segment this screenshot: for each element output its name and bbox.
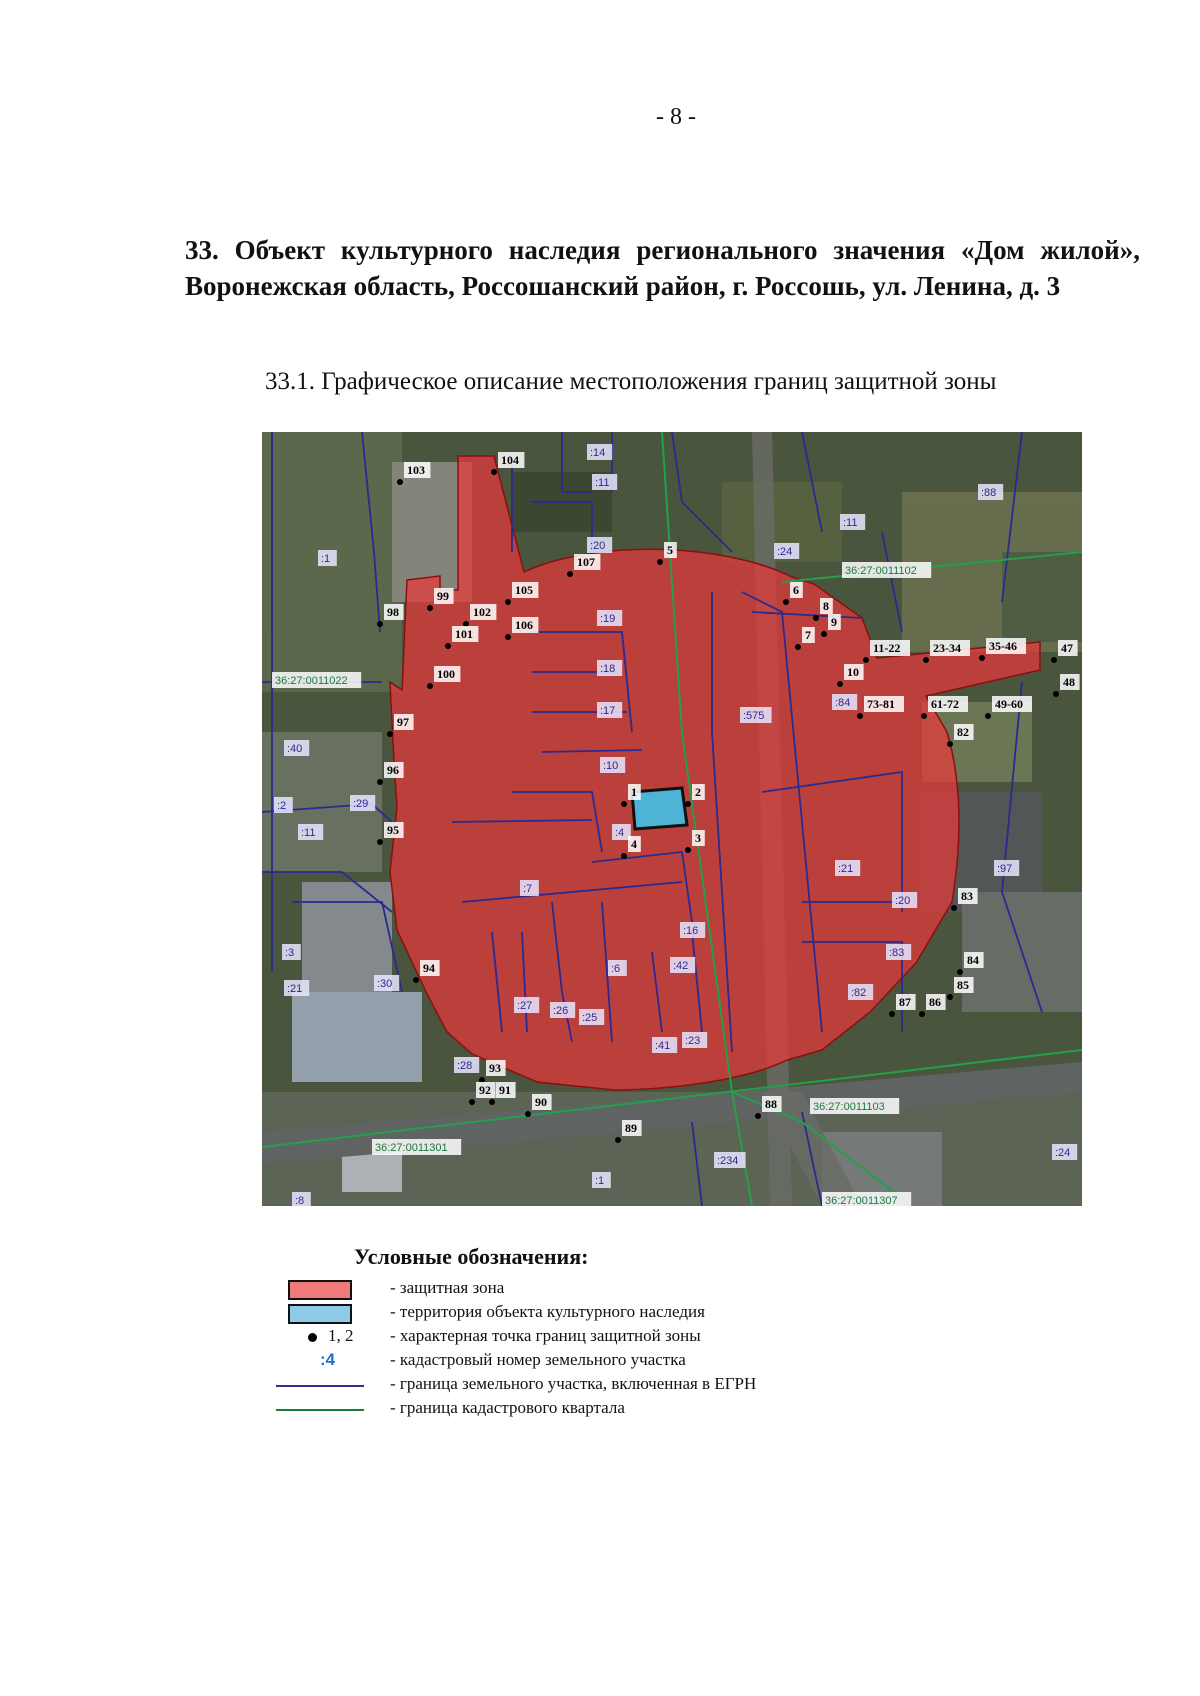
parcel-number-label: [670, 957, 695, 973]
legend-item-boundary-point: [270, 1326, 970, 1348]
parcel-number-label: [774, 543, 799, 559]
boundary-point-label: [384, 822, 404, 838]
parcel-number-label: [848, 984, 873, 1000]
boundary-point-marker: [505, 634, 511, 640]
svg-text::1: :1: [321, 553, 331, 565]
boundary-point-label: [404, 462, 430, 478]
svg-text:61-72: 61-72: [931, 697, 959, 711]
boundary-point-label: [452, 626, 478, 642]
page-number: - 8 -: [656, 104, 696, 130]
boundary-point-marker: [413, 977, 419, 983]
svg-text:103: 103: [407, 463, 425, 477]
parcel-number-label: [587, 444, 612, 460]
boundary-point-label: [954, 977, 974, 993]
legend-text: - характерная точка границ защитной зоны: [390, 1326, 701, 1345]
boundary-point-marker: [621, 801, 627, 807]
legend-item-heritage-territory: [270, 1302, 970, 1324]
svg-text::21: :21: [838, 863, 854, 875]
svg-text:36:27:0011301: 36:27:0011301: [375, 1142, 448, 1154]
svg-text:89: 89: [625, 1121, 637, 1135]
boundary-point-marker: [377, 839, 383, 845]
parcel-number-label: [892, 892, 917, 908]
svg-text::83: :83: [889, 947, 905, 959]
boundary-point-label: [496, 1082, 516, 1098]
svg-text:2: 2: [695, 785, 701, 799]
parcel-number-label: [682, 1032, 707, 1048]
section-subheading: 33.1. Графическое описание местоположения границ защитной зоны: [265, 368, 997, 395]
svg-text::17: :17: [600, 705, 616, 717]
svg-text::14: :14: [590, 447, 606, 459]
document-heading: 33. Объект культурного наследия регионального значения «Дом жилой», Воронежская область, Россошанский район, г. Россошь, ул. Ленина, д. 3: [185, 235, 1140, 301]
svg-text:107: 107: [577, 555, 595, 569]
boundary-point-label: [1060, 674, 1080, 690]
svg-text::29: :29: [353, 798, 369, 810]
boundary-point-label: [664, 542, 677, 558]
svg-text::1: :1: [595, 1175, 605, 1187]
parcel-number-label: [292, 1192, 311, 1206]
boundary-point-label: [820, 598, 833, 614]
boundary-point-label: [692, 784, 705, 800]
svg-text::41: :41: [655, 1040, 671, 1052]
boundary-point-marker: [567, 571, 573, 577]
svg-text:35-46: 35-46: [989, 639, 1017, 653]
legend-item-parcel-boundary: [270, 1374, 970, 1396]
parcel-number-label: [282, 944, 301, 960]
boundary-point-marker: [1051, 657, 1057, 663]
svg-text::234: :234: [717, 1155, 739, 1167]
boundary-point-label: [958, 888, 978, 904]
parcel-number-label: [1052, 1144, 1077, 1160]
boundary-point-dot-icon: [308, 1333, 317, 1342]
svg-text:36:27:0011102: 36:27:0011102: [845, 565, 917, 577]
svg-text::82: :82: [851, 987, 867, 999]
svg-text::11: :11: [301, 827, 316, 839]
boundary-point-marker: [469, 1099, 475, 1105]
legend-text: - территория объекта культурного наследия: [390, 1302, 705, 1321]
svg-text::40: :40: [287, 743, 303, 755]
svg-text:97: 97: [397, 715, 409, 729]
svg-text:1: 1: [631, 785, 637, 799]
boundary-point-marker: [755, 1113, 761, 1119]
svg-text::11: :11: [843, 517, 858, 529]
boundary-point-marker: [795, 644, 801, 650]
svg-text::24: :24: [1055, 1147, 1071, 1159]
boundary-point-label: [434, 666, 460, 682]
svg-text::88: :88: [981, 487, 997, 499]
svg-text:93: 93: [489, 1061, 501, 1075]
boundary-point-marker: [889, 1011, 895, 1017]
svg-text:9: 9: [831, 615, 837, 629]
parcel-number-label: [835, 860, 860, 876]
boundary-point-label: [486, 1060, 506, 1076]
parcel-number-label: [579, 1009, 604, 1025]
svg-text::16: :16: [683, 925, 699, 937]
parcel-number-label: [714, 1152, 746, 1168]
cadastral-quarter-label: [822, 1192, 911, 1206]
boundary-point-marker: [685, 801, 691, 807]
legend-item-quarter-boundary: [270, 1398, 970, 1420]
boundary-point-label: [692, 830, 705, 846]
boundary-point-marker: [445, 643, 451, 649]
svg-text::21: :21: [287, 983, 303, 995]
svg-text:36:27:0011022: 36:27:0011022: [275, 675, 348, 687]
boundary-point-marker: [957, 969, 963, 975]
boundary-point-marker: [615, 1137, 621, 1143]
svg-text:48: 48: [1063, 675, 1075, 689]
boundary-point-marker: [985, 713, 991, 719]
boundary-point-marker: [979, 655, 985, 661]
svg-text::30: :30: [377, 978, 393, 990]
legend-text: - граница кадастрового квартала: [390, 1398, 625, 1417]
parcel-number-label: [587, 537, 612, 553]
svg-text:99: 99: [437, 589, 449, 603]
boundary-point-label: [1058, 640, 1078, 656]
svg-text:11-22: 11-22: [873, 641, 901, 655]
legend-text: - кадастровый номер земельного участка: [390, 1350, 686, 1369]
svg-text:85: 85: [957, 978, 969, 992]
svg-text:73-81: 73-81: [867, 697, 895, 711]
svg-text:106: 106: [515, 618, 533, 632]
parcel-number-label: [274, 797, 293, 813]
legend-title: Условные обозначения:: [354, 1244, 589, 1269]
boundary-point-marker: [397, 479, 403, 485]
svg-text:4: 4: [631, 837, 637, 851]
parcel-number-label: [350, 795, 375, 811]
svg-text:101: 101: [455, 627, 473, 641]
svg-text::20: :20: [895, 895, 911, 907]
svg-text::28: :28: [457, 1060, 473, 1072]
svg-text::8: :8: [295, 1195, 305, 1206]
quarter-boundary-line: [276, 1409, 364, 1411]
svg-text:95: 95: [387, 823, 399, 837]
svg-text:7: 7: [805, 628, 811, 642]
parcel-number-label: [680, 922, 705, 938]
boundary-point-marker: [657, 559, 663, 565]
svg-text:100: 100: [437, 667, 455, 681]
boundary-point-label: [896, 994, 916, 1010]
parcel-number-label: [514, 997, 539, 1013]
boundary-point-marker: [863, 657, 869, 663]
boundary-point-marker: [813, 615, 819, 621]
svg-text:92: 92: [479, 1083, 491, 1097]
map-image: [262, 432, 1082, 1206]
boundary-point-label: [802, 627, 815, 643]
svg-text:98: 98: [387, 605, 399, 619]
svg-text::3: :3: [285, 947, 295, 959]
boundary-point-marker: [427, 605, 433, 611]
boundary-point-label: [384, 604, 404, 620]
boundary-point-marker: [491, 469, 497, 475]
boundary-point-label: [622, 1120, 642, 1136]
parcel-number-label: [994, 860, 1019, 876]
cadastral-quarter-label: [372, 1139, 461, 1155]
legend-item-cadastral-number: [270, 1350, 970, 1372]
svg-text:8: 8: [823, 599, 829, 613]
parcel-number-label: [978, 484, 1003, 500]
boundary-point-marker: [921, 713, 927, 719]
svg-text::24: :24: [777, 546, 793, 558]
svg-text::19: :19: [600, 613, 616, 625]
svg-text:87: 87: [899, 995, 911, 1009]
boundary-point-marker: [377, 621, 383, 627]
boundary-point-label: [828, 614, 841, 630]
svg-text:23-34: 23-34: [933, 641, 961, 655]
boundary-point-marker: [857, 713, 863, 719]
boundary-point-marker: [377, 779, 383, 785]
svg-text:91: 91: [499, 1083, 511, 1097]
svg-text::27: :27: [517, 1000, 533, 1012]
cadastral-quarter-label: [272, 672, 361, 688]
boundary-point-label: [790, 582, 803, 598]
svg-text:6: 6: [793, 583, 799, 597]
parcel-number-label: [740, 707, 772, 723]
parcel-number-label: [374, 975, 399, 991]
heritage-territory-swatch: [288, 1304, 352, 1324]
svg-text::42: :42: [673, 960, 689, 972]
svg-text::575: :575: [743, 710, 765, 722]
boundary-point-label: [470, 604, 496, 620]
svg-text:36:27:0011307: 36:27:0011307: [825, 1195, 898, 1206]
boundary-point-label: [926, 994, 946, 1010]
boundary-point-label: [394, 714, 414, 730]
boundary-point-marker: [505, 599, 511, 605]
parcel-boundary-line: [276, 1385, 364, 1387]
legend-item-protective-zone: [270, 1278, 970, 1300]
boundary-point-label: [628, 836, 641, 852]
boundary-point-marker: [923, 657, 929, 663]
boundary-point-label: [512, 582, 538, 598]
svg-text:10: 10: [847, 665, 859, 679]
boundary-point-label: [930, 640, 970, 656]
svg-text:104: 104: [501, 453, 519, 467]
boundary-point-label: [532, 1094, 552, 1110]
boundary-point-marker: [919, 1011, 925, 1017]
parcel-number-label: [832, 694, 857, 710]
boundary-point-label: [992, 696, 1032, 712]
svg-text:47: 47: [1061, 641, 1073, 655]
boundary-point-marker: [947, 741, 953, 747]
boundary-point-label: [864, 696, 904, 712]
svg-text:102: 102: [473, 605, 491, 619]
parcel-number-label: [608, 960, 627, 976]
parcel-number-label: [840, 514, 865, 530]
boundary-point-label: [434, 588, 454, 604]
svg-text::97: :97: [997, 863, 1013, 875]
svg-text:84: 84: [967, 953, 979, 967]
boundary-point-marker: [1053, 691, 1059, 697]
boundary-point-marker: [489, 1099, 495, 1105]
parcel-number-label: [597, 660, 622, 676]
parcel-number-label: [592, 1172, 611, 1188]
parcel-number-label: [592, 474, 617, 490]
boundary-point-label: [964, 952, 984, 968]
svg-text:96: 96: [387, 763, 399, 777]
boundary-point-label: [628, 784, 641, 800]
cadastral-quarter-label: [842, 562, 931, 578]
svg-text::18: :18: [600, 663, 616, 675]
svg-text:90: 90: [535, 1095, 547, 1109]
boundary-point-label: [420, 960, 440, 976]
parcel-number-label: [600, 757, 625, 773]
parcel-number-label: [284, 980, 309, 996]
parcel-number-label: [612, 824, 631, 840]
svg-text::23: :23: [685, 1035, 701, 1047]
boundary-point-label: [986, 638, 1026, 654]
svg-text:5: 5: [667, 543, 673, 557]
boundary-point-marker: [951, 905, 957, 911]
svg-text:86: 86: [929, 995, 941, 1009]
boundary-point-label: [954, 724, 974, 740]
svg-text::20: :20: [590, 540, 606, 552]
parcel-number-label: [886, 944, 911, 960]
svg-text:82: 82: [957, 725, 969, 739]
boundary-point-marker: [685, 847, 691, 853]
boundary-point-marker: [525, 1111, 531, 1117]
boundary-point-label: [384, 762, 404, 778]
boundary-point-marker: [621, 853, 627, 859]
boundary-point-marker: [821, 631, 827, 637]
parcel-number-label: [550, 1002, 575, 1018]
svg-text::25: :25: [582, 1012, 598, 1024]
parcel-number-label: [597, 610, 622, 626]
svg-text:88: 88: [765, 1097, 777, 1111]
boundary-point-label: [928, 696, 968, 712]
boundary-point-label: [512, 617, 538, 633]
legend-symbol: 1, 2: [328, 1326, 354, 1345]
svg-text::11: :11: [595, 477, 610, 489]
boundary-point-marker: [947, 994, 953, 1000]
svg-text::10: :10: [603, 760, 619, 772]
legend-symbol: :4: [320, 1350, 336, 1369]
parcel-number-label: [318, 550, 337, 566]
parcel-number-label: [652, 1037, 677, 1053]
boundary-point-label: [870, 640, 910, 656]
svg-text::26: :26: [553, 1005, 569, 1017]
boundary-point-marker: [387, 731, 393, 737]
boundary-point-label: [844, 664, 864, 680]
svg-text::84: :84: [835, 697, 851, 709]
svg-text:94: 94: [423, 961, 435, 975]
parcel-number-label: [597, 702, 622, 718]
parcel-number-label: [284, 740, 309, 756]
legend-text: - граница земельного участка, включенная в ЕГРН: [390, 1374, 757, 1393]
svg-text:105: 105: [515, 583, 533, 597]
protective-zone-swatch: [288, 1280, 352, 1300]
svg-text:49-60: 49-60: [995, 697, 1023, 711]
svg-text::6: :6: [611, 963, 621, 975]
svg-text:83: 83: [961, 889, 973, 903]
boundary-point-label: [498, 452, 524, 468]
boundary-point-marker: [783, 599, 789, 605]
parcel-number-label: [298, 824, 323, 840]
svg-text:3: 3: [695, 831, 701, 845]
cadastral-quarter-label: [810, 1098, 899, 1114]
svg-text::7: :7: [523, 883, 533, 895]
boundary-point-marker: [427, 683, 433, 689]
boundary-point-label: [476, 1082, 496, 1098]
parcel-number-label: [520, 880, 539, 896]
legend-text: - защитная зона: [390, 1278, 505, 1297]
boundary-point-label: [574, 554, 600, 570]
parcel-number-label: [454, 1057, 479, 1073]
boundary-point-marker: [837, 681, 843, 687]
svg-text::4: :4: [615, 827, 625, 839]
svg-text::2: :2: [277, 800, 287, 812]
boundary-point-label: [762, 1096, 782, 1112]
svg-text:36:27:0011103: 36:27:0011103: [813, 1101, 885, 1113]
